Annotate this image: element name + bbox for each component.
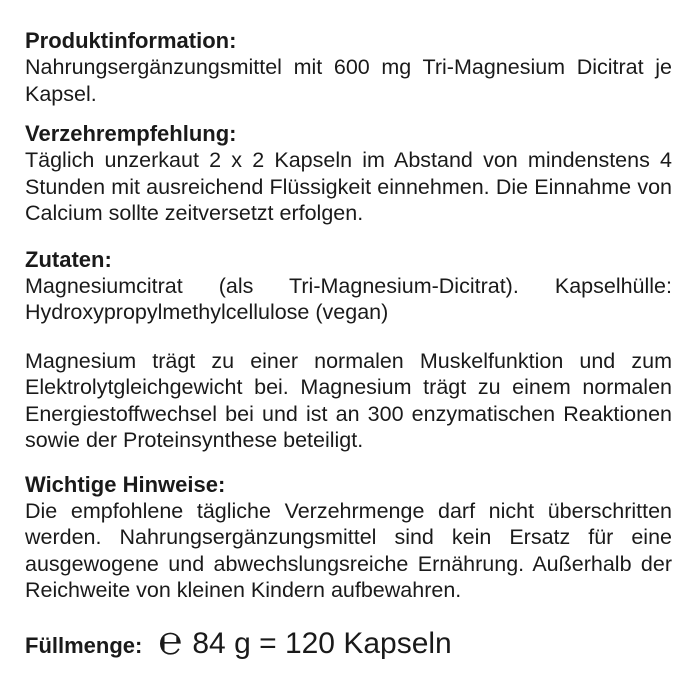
important-notes-text: Die empfohlene tägliche Verzehrmenge darf nicht überschritten werden. Nahrungsergänzungsmittel sind kein Ersatz für eine ausgewogene und abwechslungsreiche Ernährung. Außerhalb der Reichweite von kleinen Kindern aufbewahren. xyxy=(25,498,672,602)
label-text-block xyxy=(25,28,672,661)
section-health-claims xyxy=(25,348,672,454)
consumption-recommendation-heading: Verzehrempfehlung: xyxy=(25,121,237,146)
important-notes-heading: Wichtige Hinweise: xyxy=(25,471,226,497)
section-ingredients xyxy=(25,247,672,326)
section-important-notes xyxy=(25,472,672,604)
fill-quantity-row xyxy=(25,620,672,661)
ingredients-heading: Zutaten: xyxy=(25,246,112,272)
product-information-heading: Produktinformation: xyxy=(25,28,237,53)
fill-quantity-label: Füllmenge: xyxy=(25,632,143,658)
consumption-recommendation-text: Täglich unzerkaut 2 x 2 Kapseln im Abstand von mindenstens 4 Stunden mit ausreichend Flüssigkeit einnehmen. Die Einnahme von Calcium sollte zeitversetzt erfolgen. xyxy=(25,148,672,225)
section-consumption-recommendation xyxy=(25,121,672,227)
ingredients-text: Magnesiumcitrat (als Tri-Magnesium-Dicitrat). Kapselhülle: Hydroxypropylmethylcellulose (vegan) xyxy=(25,273,672,324)
section-product-information xyxy=(25,28,672,107)
estimated-sign-icon: ℮ xyxy=(158,618,183,663)
product-information-text: Nahrungsergänzungsmittel mit 600 mg Tri-Magnesium Dicitrat je Kapsel. xyxy=(25,55,672,106)
health-claims-text: Magnesium trägt zu einer normalen Muskelfunktion und zum Elektrolytgleichgewicht bei. Magnesium trägt zu einem normalen Energiestoffwechsel bei und ist an 300 enzymatischen Reaktionen sowie der Proteinsynthese beteiligt. xyxy=(25,348,672,452)
fill-quantity-value: 84 g = 120 Kapseln xyxy=(192,626,452,660)
